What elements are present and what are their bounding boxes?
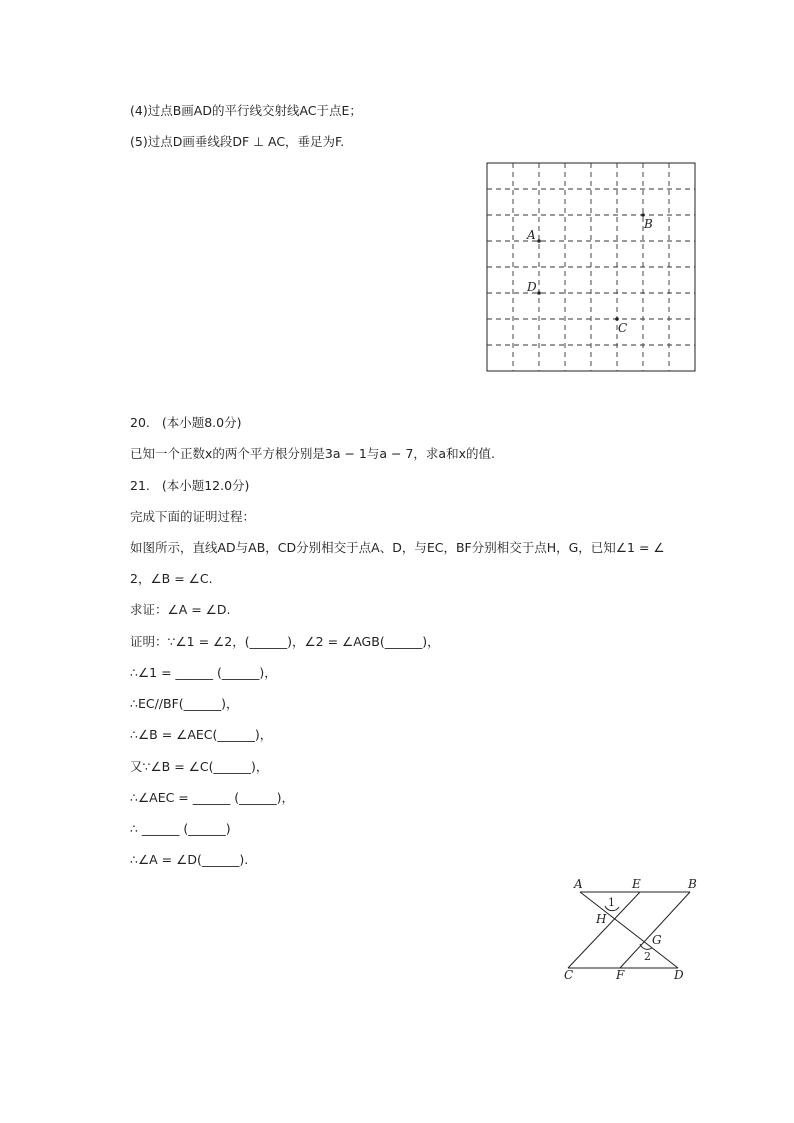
label-C: C: [564, 968, 574, 982]
q19-step5: (5)过点D画垂线段DF ⊥ AC，垂足为F.: [130, 134, 345, 149]
proof-line: ∴∠B = ∠AEC(______)，: [130, 727, 273, 742]
q21-instruction: 完成下面的证明过程：: [130, 509, 256, 524]
segment-BF: [620, 892, 690, 968]
proof-line: ∴∠1 = ______ (______)，: [130, 665, 277, 680]
q21-given-line2: 2，∠B = ∠C.: [130, 571, 213, 586]
geometry-figure: [560, 872, 710, 988]
grid-point-label-C: C: [618, 321, 628, 335]
label-H: H: [596, 912, 607, 926]
proof-line: ∴∠A = ∠D(______).: [130, 852, 249, 867]
proof-line: ∴ ______ (______): [130, 821, 231, 836]
q19-step4: (4)过点B画AD的平行线交射线AC于点E；: [130, 103, 362, 118]
q20-score: (本小题8.0分): [161, 415, 242, 430]
grid-points: [526, 213, 653, 335]
proof-line: ∴∠AEC = ______ (______)，: [130, 790, 294, 805]
label-G: G: [652, 933, 662, 947]
q21-given-line1: 如图所示，直线AD与AB，CD分别相交于点A、D，与EC，BF分别相交于点H，G，已知∠1 = ∠: [130, 540, 665, 555]
q20-text: 已知一个正数x的两个平方根分别是3a − 1与a − 7，求a和x的值.: [130, 446, 495, 461]
label-angle-2: 2: [644, 950, 651, 963]
q21-header: [130, 477, 249, 495]
grid-lines: [487, 163, 695, 371]
grid-figure: [486, 162, 698, 374]
q20-number: 20.: [130, 415, 150, 430]
grid-point-label-A: A: [527, 228, 536, 242]
label-B: B: [688, 877, 697, 891]
label-A: A: [574, 877, 583, 891]
q20-header: [130, 414, 241, 432]
label-angle-1: 1: [608, 896, 615, 909]
grid-point-A: [537, 239, 541, 243]
grid-point-label-D: D: [527, 280, 537, 294]
grid-point-label-B: B: [644, 217, 653, 231]
label-E: E: [632, 877, 641, 891]
proof-line: 又∵∠B = ∠C(______)，: [130, 759, 269, 774]
proof-line: 证明：∵∠1 = ∠2，(______)，∠2 = ∠AGB(______)，: [130, 634, 440, 649]
q21-score: (本小题12.0分): [161, 478, 250, 493]
proof-line: ∴EC//BF(______)，: [130, 696, 239, 711]
grid-point-D: [537, 291, 541, 295]
q21-number: 21.: [130, 478, 150, 493]
q21-prove: 求证：∠A = ∠D.: [130, 602, 231, 617]
label-F: F: [616, 968, 625, 982]
label-D: D: [674, 968, 684, 982]
